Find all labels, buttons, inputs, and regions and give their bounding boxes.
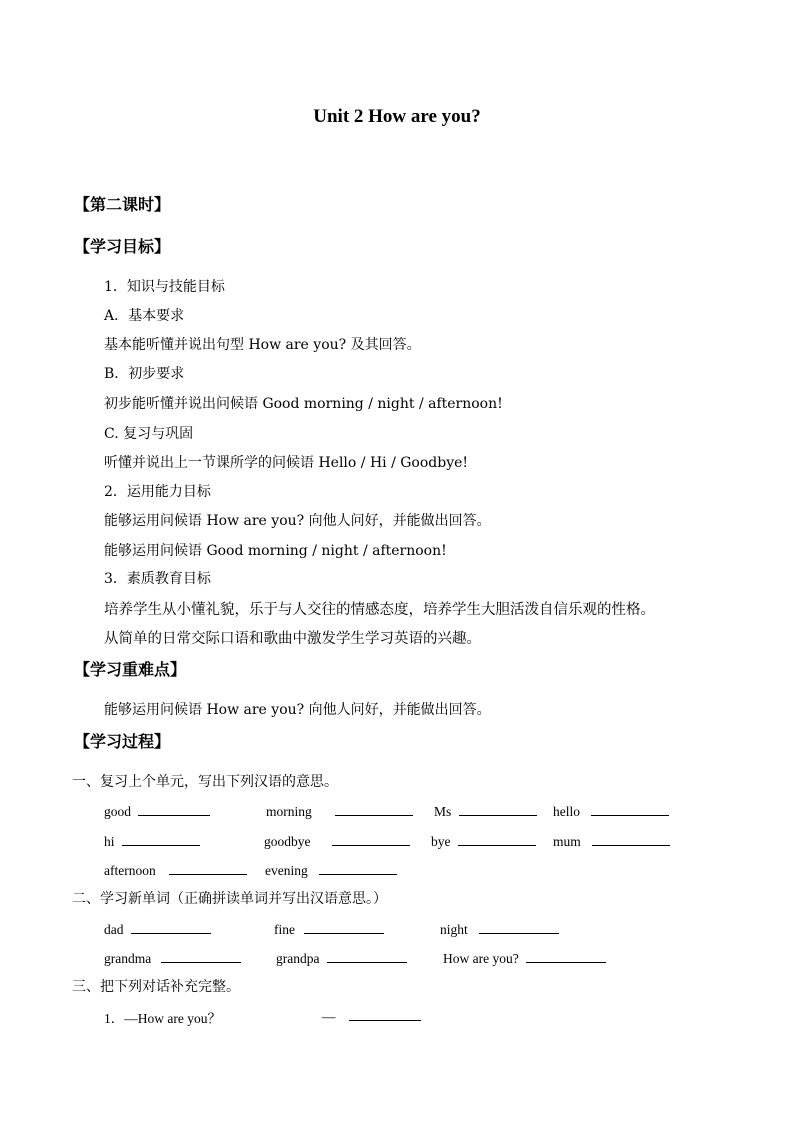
- word-item: [553, 802, 669, 820]
- goal-line: 初步能听懂并说出问候语 Good morning / night / afternoon!: [104, 396, 503, 412]
- word-item: [431, 832, 536, 850]
- goal-line: 1．知识与技能目标: [104, 279, 225, 295]
- word-item: [553, 832, 670, 850]
- process-heading: 【学习过程】: [74, 732, 171, 751]
- goal-line: 2．运用能力目标: [104, 484, 211, 500]
- word-label: hi: [104, 834, 115, 849]
- answer-blank[interactable]: [332, 832, 410, 846]
- goal-line: 能够运用问候语 Good morning / night / afternoon!: [104, 543, 447, 559]
- word-label: Ms: [434, 804, 452, 819]
- goal-line: 基本能听懂并说出句型 How are you? 及其回答。: [104, 337, 421, 353]
- answer-blank[interactable]: [122, 832, 200, 846]
- goals-heading: 【学习目标】: [74, 237, 171, 256]
- word-item: [104, 861, 247, 879]
- word-label: mum: [553, 834, 581, 849]
- answer-blank[interactable]: [459, 802, 537, 816]
- key-points-text: 能够运用问候语 How are you? 向他人问好，并能做出回答。: [104, 702, 491, 718]
- answer-blank[interactable]: [327, 949, 407, 963]
- word-label: good: [104, 804, 131, 819]
- word-label: evening: [265, 863, 308, 878]
- goal-line: 培养学生从小懂礼貌，乐于与人交往的情感态度，培养学生大胆活泼自信乐观的性格。: [104, 602, 655, 618]
- lesson-label: 【第二课时】: [74, 195, 171, 214]
- word-label: bye: [431, 834, 451, 849]
- word-label: dad: [104, 922, 124, 937]
- word-label: fine: [274, 922, 295, 937]
- answer-blank[interactable]: [458, 832, 536, 846]
- word-item: [266, 802, 413, 820]
- goal-line: C. 复习与巩固: [104, 426, 194, 442]
- answer-blank[interactable]: [526, 949, 606, 963]
- goal-line: B．初步要求: [104, 366, 185, 382]
- goal-line: 3．素质教育目标: [104, 571, 211, 587]
- word-item: [104, 949, 241, 967]
- word-label: grandpa: [276, 951, 320, 966]
- answer-blank[interactable]: [138, 802, 210, 816]
- page-title: Unit 2 How are you?: [313, 106, 481, 127]
- answer-blank[interactable]: [131, 920, 211, 934]
- word-item: [264, 832, 410, 850]
- dialogue-question: 1．—How are you？: [104, 1011, 221, 1026]
- word-item: [265, 861, 397, 879]
- answer-blank[interactable]: [319, 861, 397, 875]
- key-points-heading: 【学习重难点】: [74, 660, 187, 679]
- word-label: afternoon: [104, 863, 156, 878]
- word-label: night: [440, 922, 468, 937]
- part2-title: 二、学习新单词（正确拼读单词并写出汉语意思。）: [72, 891, 387, 907]
- dash-label: —: [322, 1009, 336, 1024]
- part1-title: 一、复习上个单元，写出下列汉语的意思。: [72, 774, 338, 790]
- answer-blank[interactable]: [592, 832, 670, 846]
- goal-line: 听懂并说出上一节课所学的问候语 Hello / Hi / Goodbye!: [104, 455, 469, 471]
- goal-line: 能够运用问候语 How are you? 向他人问好，并能做出回答。: [104, 513, 491, 529]
- word-item: [440, 920, 559, 938]
- answer-blank[interactable]: [335, 802, 413, 816]
- word-label: How are you?: [443, 951, 519, 966]
- part3-title: 三、把下列对话补充完整。: [72, 979, 240, 995]
- word-item: [104, 920, 211, 938]
- answer-blank[interactable]: [479, 920, 559, 934]
- word-label: grandma: [104, 951, 152, 966]
- word-item: [434, 802, 537, 820]
- goal-line: A．基本要求: [104, 308, 185, 324]
- word-item: [104, 802, 210, 820]
- dialogue-answer: [322, 1007, 421, 1025]
- word-item: [274, 920, 384, 938]
- goal-line: 从简单的日常交际口语和歌曲中激发学生学习英语的兴趣。: [104, 631, 481, 647]
- word-label: goodbye: [264, 834, 311, 849]
- answer-blank[interactable]: [349, 1007, 421, 1021]
- answer-blank[interactable]: [591, 802, 669, 816]
- word-label: morning: [266, 804, 312, 819]
- word-label: hello: [553, 804, 580, 819]
- answer-blank[interactable]: [304, 920, 384, 934]
- answer-blank[interactable]: [161, 949, 241, 963]
- word-item: [104, 832, 200, 850]
- answer-blank[interactable]: [169, 861, 247, 875]
- word-item: [443, 949, 606, 967]
- word-item: [276, 949, 407, 967]
